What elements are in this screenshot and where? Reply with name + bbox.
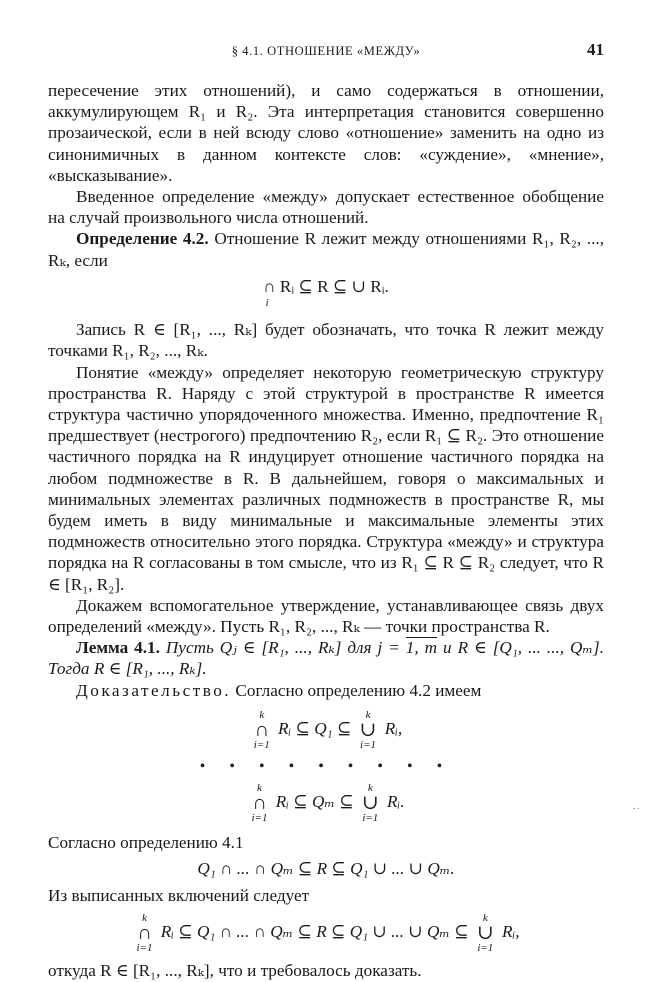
big-cup-operator: k ∪ i=1: [361, 782, 379, 825]
definition-label: Определение 4.2.: [76, 229, 209, 249]
big-cup-operator: k ∪ i=1: [359, 708, 377, 751]
equation-text: ∩ Rᵢ ⊆ R ⊆ ∪ Rᵢ.: [263, 276, 389, 296]
stray-mark: ··: [632, 803, 640, 815]
lemma-text-a: Пусть Qⱼ ∈ [R₁, ..., Rₖ] для j =: [165, 638, 406, 658]
paragraph: Запись R ∈ [R₁, ..., Rₖ] будет обозначать, что точка R лежит между точками R₁, R₂, ..., Rₖ.: [48, 320, 604, 361]
big-cap-operator: k ∩ i=1: [251, 782, 268, 825]
big-cup-operator: k ∪ i=1: [476, 911, 494, 954]
paragraph: Из выписанных включений следует: [48, 885, 310, 905]
page-header: [48, 40, 604, 62]
page-number: 41: [587, 40, 604, 59]
definition-text: Отношение R лежит между отношениями R₁, R₂, ..., Rₖ, если: [48, 229, 604, 270]
paragraph: Согласно определению 4.1: [48, 833, 244, 853]
lemma-4-1: [48, 637, 604, 679]
page-body: [48, 80, 604, 981]
definition-4-2: [48, 228, 604, 270]
proof-intro: [48, 680, 604, 701]
proof-text: Согласно определению 4.2 имеем: [235, 680, 482, 700]
ellipsis-row: • • • • • • • • •: [199, 757, 453, 775]
paragraph: пересечение этих отношений), и само содержаться в отношении, аккумулирующем R₁ и R₂. Эта интерпретация становится совершенно прозаической, если в ней всюду слово «отношение» заменить на одно из синонимичных в данном контексте слов: «суждение», «мнение», «высказывание».: [48, 81, 604, 185]
equation-definition: [48, 276, 604, 314]
equation-subscript: i: [265, 297, 269, 310]
big-cap-operator: k ∩ i=1: [136, 911, 153, 954]
paragraph: Понятие «между» определяет некоторую геометрическую структуру пространства R. Наряду с этой структурой в пространстве R имеется структура частично упорядоченного множества. Именно, предпочтение R₁ предшествует (нестрогого) предпочтению R₂, если R₁ ⊆ R₂. Это отношение частичного порядка на R индуцирует отношение частичного порядка на любом подмножестве в R. В дальнейшем, говоря о максимальных и минимальных элементах различных подмножеств в пространстве R, мы будем иметь в виду минимальные и максимальные элементы этих подмножеств относительно этого порядка. Структура «между» и структура порядка на R согласованы в том смысле, что из R₁ ⊆ R ⊆ R₂ следует, что R ∈ [R₁, R₂].: [48, 362, 604, 594]
paragraph: Введенное определение «между» допускает естественное обобщение на случай произвольного числа отношений.: [48, 187, 604, 228]
equation-row-2: k ∩ i=1 Rᵢ ⊆ Qₘ ⊆ k ∪ i=1 Rᵢ.: [251, 782, 405, 825]
equation-definition-4-1: Q₁ ∩ ... ∩ Qₘ ⊆ R ⊆ Q₁ ∪ ... ∪ Qₘ.: [197, 859, 455, 879]
proof-label: Доказательство.: [76, 680, 232, 700]
paragraph: откуда R ∈ [R₁, ..., Rₖ], что и требовалось доказать.: [48, 960, 422, 980]
big-cap-operator: k ∩ i=1: [253, 708, 270, 751]
equation-final: k ∩ i=1 Rᵢ ⊆ Q₁ ∩ ... ∩ Qₘ ⊆ R ⊆ Q₁ ∪ ... ∪ Qₘ ⊆ k ∪ i=1 Rᵢ,: [136, 911, 520, 954]
lemma-overline-range: 1, m: [405, 638, 438, 658]
running-title: § 4.1. ОТНОШЕНИЕ «МЕЖДУ»: [231, 44, 421, 58]
paragraph: Докажем вспомогательное утверждение, устанавливающее связь двух определений «между». Пусть R₁, R₂, ..., Rₖ — точки пространства R.: [48, 595, 604, 637]
equation-row-1: k ∩ i=1 Rᵢ ⊆ Q₁ ⊆ k ∪ i=1 Rᵢ,: [253, 708, 403, 751]
lemma-label: Лемма 4.1.: [76, 638, 160, 658]
lemma-text-b: и R ∈ [Q₁, ... ..., Qₘ]. Тогда R ∈ [R₁, ..., Rₖ].: [48, 638, 604, 679]
